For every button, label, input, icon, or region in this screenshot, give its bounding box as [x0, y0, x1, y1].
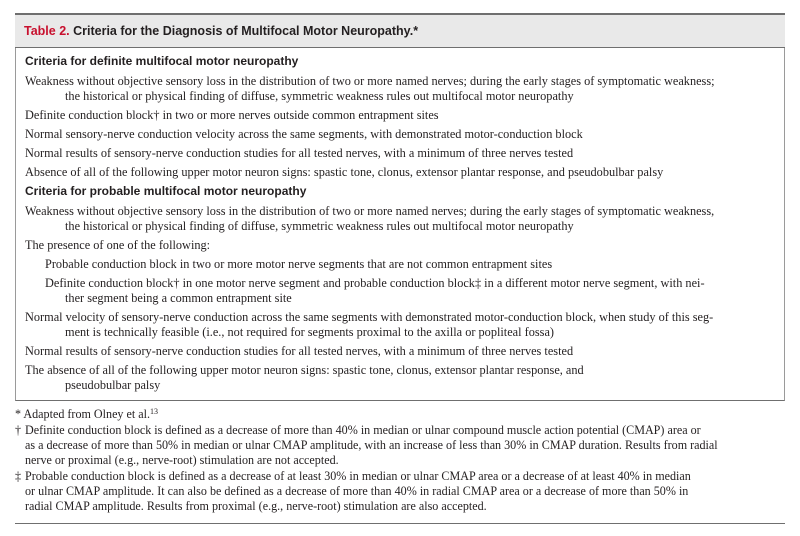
- table-title-bar: [15, 15, 785, 47]
- definite-weakness-line1: Weakness without objective sensory loss in the distribution of two or more named nerves; during the early stages of symptomatic weakness;: [25, 74, 715, 88]
- footnote-dagger-line3: nerve or proximal (e.g., nerve-root) stimulation are not accepted.: [25, 453, 339, 467]
- definite-sensory-studies: Normal results of sensory-nerve conduction studies for all tested nerves, with a minimum of three nerves tested: [25, 146, 574, 160]
- bottom-rule: [15, 523, 785, 524]
- probable-criteria-heading: Criteria for probable multifocal motor neuropathy: [25, 184, 307, 198]
- footnote-double-dagger-mark: ‡: [15, 469, 22, 483]
- table-title: Criteria for the Diagnosis of Multifocal Motor Neuropathy.: [73, 24, 414, 38]
- footnote-dagger-line2: as a decrease of more than 50% in median or ulnar CMAP amplitude, with an increase of less than 30% in CMAP duration. Results from radial: [25, 438, 718, 452]
- reference-number: 13: [150, 407, 159, 416]
- star-mark: *: [15, 407, 22, 421]
- dagger-mark: †: [153, 108, 160, 122]
- definite-block-text-post: in two or more nerves outside common entrapment sites: [159, 108, 439, 122]
- table-number: Table 2.: [24, 24, 70, 38]
- probable-sub-item-2-line1: [45, 276, 705, 291]
- sub2-text-mid: in one motor nerve segment and probable conduction block: [179, 276, 475, 290]
- probable-absence-line1: The absence of all of the following upper motor neuron signs: spastic tone, clonus, extensor plantar response, and: [25, 363, 584, 377]
- definite-block-text-pre: Definite conduction block: [25, 108, 154, 122]
- title-footnote-mark: *: [413, 24, 419, 38]
- footnote-double-dagger-line3: radial CMAP amplitude. Results from proximal (e.g., nerve-root) stimulation are also accepted.: [25, 499, 487, 513]
- footnote-star-text: Adapted from Olney et al.: [21, 407, 151, 421]
- definite-sensory-velocity: Normal sensory-nerve conduction velocity across the same segments, with demonstrated motor-conduction block: [25, 127, 583, 141]
- sub2-text-pre: Definite conduction block: [45, 276, 174, 290]
- footnote-dagger-line1: Definite conduction block is defined as a decrease of more than 40% in median or ulnar compound muscle action potential (CMAP) area or: [25, 423, 701, 437]
- double-dagger-mark: ‡: [474, 276, 482, 290]
- definite-absence-signs: Absence of all of the following upper motor neuron signs: spastic tone, clonus, extensor plantar response, and pseudobulbar palsy: [25, 165, 664, 179]
- probable-absence-line2: pseudobulbar palsy: [65, 378, 161, 392]
- definite-conduction-block: [25, 108, 439, 123]
- probable-velocity-line2: ment is technically feasible (i.e., not required for segments proximal to the axilla or popliteal fossa): [65, 325, 554, 339]
- footnote-double-dagger-line1: Probable conduction block is defined as a decrease of at least 30% in median or ulnar CMAP area or a decrease of at least 40% in median: [25, 469, 691, 483]
- footnote-dagger-mark: †: [15, 423, 22, 437]
- probable-velocity-line1: Normal velocity of sensory-nerve conduction across the same segments with demonstrated motor-conduction block, when study of this seg-: [25, 310, 714, 324]
- probable-sub-item-1: Probable conduction block in two or more motor nerve segments that are not common entrapment sites: [45, 257, 553, 271]
- probable-weakness-line2: the historical or physical finding of diffuse, symmetric weakness rules out multifocal motor neuropathy: [65, 219, 574, 233]
- sub2-text-post: in a different motor nerve segment, with nei-: [481, 276, 705, 290]
- probable-sub-item-2-line2: ther segment being a common entrapment site: [65, 291, 292, 305]
- probable-presence: The presence of one of the following:: [25, 238, 211, 252]
- definite-criteria-heading: Criteria for definite multifocal motor neuropathy: [25, 54, 299, 68]
- definite-weakness-line2: the historical or physical finding of diffuse, symmetric weakness rules out multifocal motor neuropathy: [65, 89, 574, 103]
- probable-weakness-line1: Weakness without objective sensory loss in the distribution of two or more named nerves; during the early stages of symptomatic weakness,: [25, 204, 715, 218]
- probable-sensory-studies: Normal results of sensory-nerve conduction studies for all tested nerves, with a minimum of three nerves tested: [25, 344, 574, 358]
- dagger-mark: †: [173, 276, 180, 290]
- footnote-double-dagger-line2: or ulnar CMAP amplitude. It can also be defined as a decrease of more than 40% in radial CMAP area or a decrease of more than 50% in: [25, 484, 689, 498]
- footnote-star: [15, 407, 158, 422]
